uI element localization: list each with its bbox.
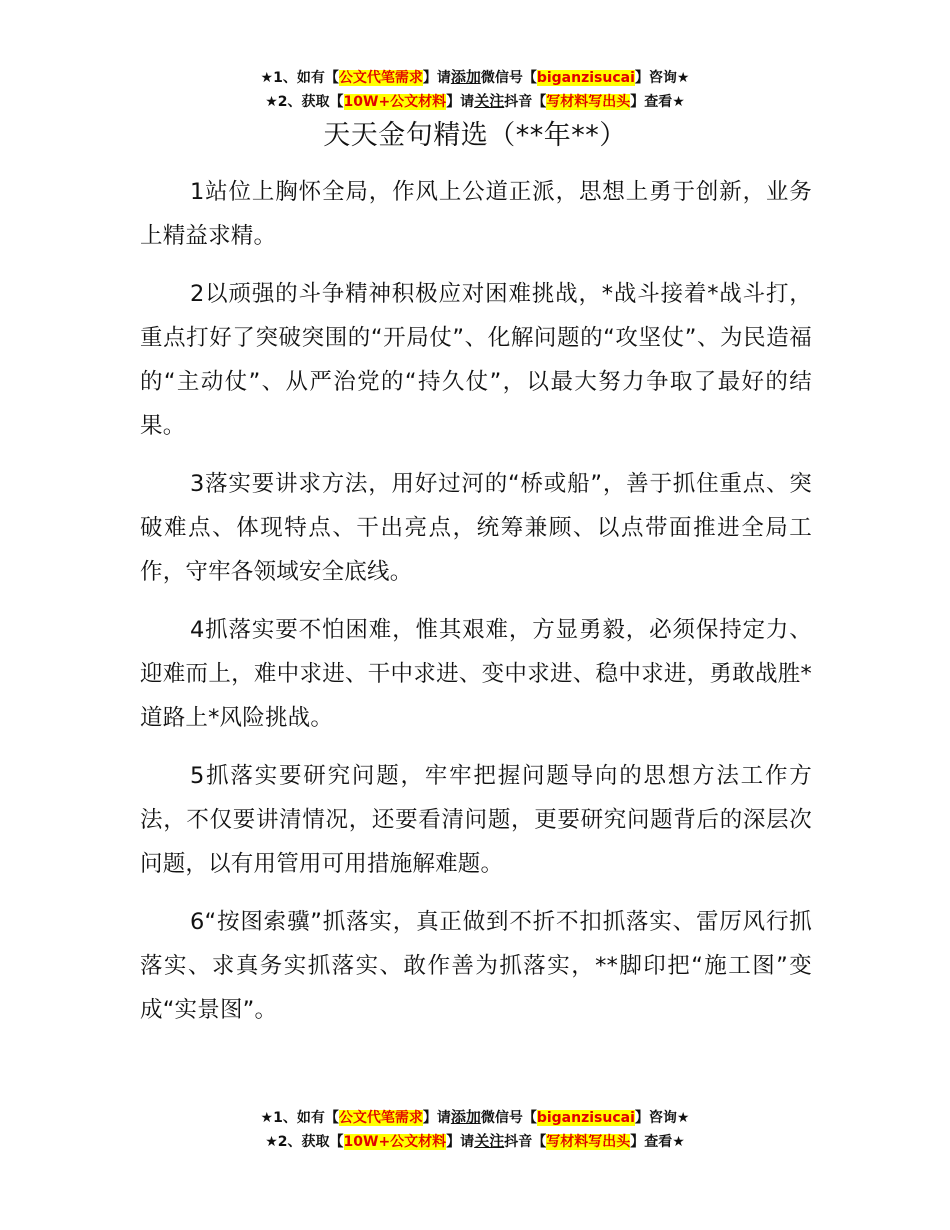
footer-highlight-materials: 10W+公文材料 (343, 1134, 447, 1150)
footer-line-1: ★1、如有【公文代笔需求】请添加微信号【biganzisucai】咨询★ (260, 1108, 690, 1126)
header-banner (0, 66, 950, 114)
highlight-wechat-id: biganzisucai (536, 70, 635, 86)
paragraph-4: 4抓落实要不怕困难，惟其艰难，方显勇毅，必须保持定力、迎难而上，难中求进、干中求进、变中求进、稳中求进，勇敢战胜*道路上*风险挑战。 (140, 617, 812, 731)
banner-line-1: ★1、如有【公文代笔需求】请添加微信号【biganzisucai】咨询★ (260, 68, 690, 86)
footer-banner (0, 1106, 950, 1154)
banner-line-2: ★2、获取【10W+公文材料】请关注抖音【写材料写出头】查看★ (265, 92, 685, 110)
highlight-ghostwriting-service: 公文代笔需求 (338, 70, 423, 86)
footer-highlight-ghostwriting-service: 公文代笔需求 (338, 1110, 423, 1126)
footer-highlight-wechat-id: biganzisucai (536, 1110, 635, 1126)
paragraph-1: 1站位上胸怀全局，作风上公道正派，思想上勇于创新，业务上精益求精。 (140, 179, 812, 249)
document-body (140, 170, 812, 1046)
footer-line-2: ★2、获取【10W+公文材料】请关注抖音【写材料写出头】查看★ (265, 1132, 685, 1150)
highlight-materials: 10W+公文材料 (343, 94, 447, 110)
paragraph-2: 2以顽强的斗争精神积极应对困难挑战，*战斗接着*战斗打，重点打好了突破突围的“开局仗”、化解问题的“攻坚仗”、为民造福的“主动仗”、从严治党的“持久仗”，以最大努力争取了最好的结果。 (140, 281, 812, 439)
document-title: 天天金句精选（**年**） (323, 120, 627, 151)
paragraph-5: 5抓落实要研究问题，牢牢把握问题导向的思想方法工作方法，不仅要讲清情况，还要看清问题，更要研究问题背后的深层次问题，以有用管用可用措施解难题。 (140, 763, 812, 877)
highlight-douyin-account: 写材料写出头 (546, 94, 631, 110)
paragraph-6: 6“按图索骥”抓落实，真正做到不折不扣抓落实、雷厉风行抓落实、求真务实抓落实、敢作善为抓落实，**脚印把“施工图”变成“实景图”。 (140, 909, 812, 1023)
paragraph-3: 3落实要讲求方法，用好过河的“桥或船”，善于抓住重点、突破难点、体现特点、干出亮点，统筹兼顾、以点带面推进全局工作，守牢各领域安全底线。 (140, 471, 812, 585)
footer-highlight-douyin-account: 写材料写出头 (546, 1134, 631, 1150)
